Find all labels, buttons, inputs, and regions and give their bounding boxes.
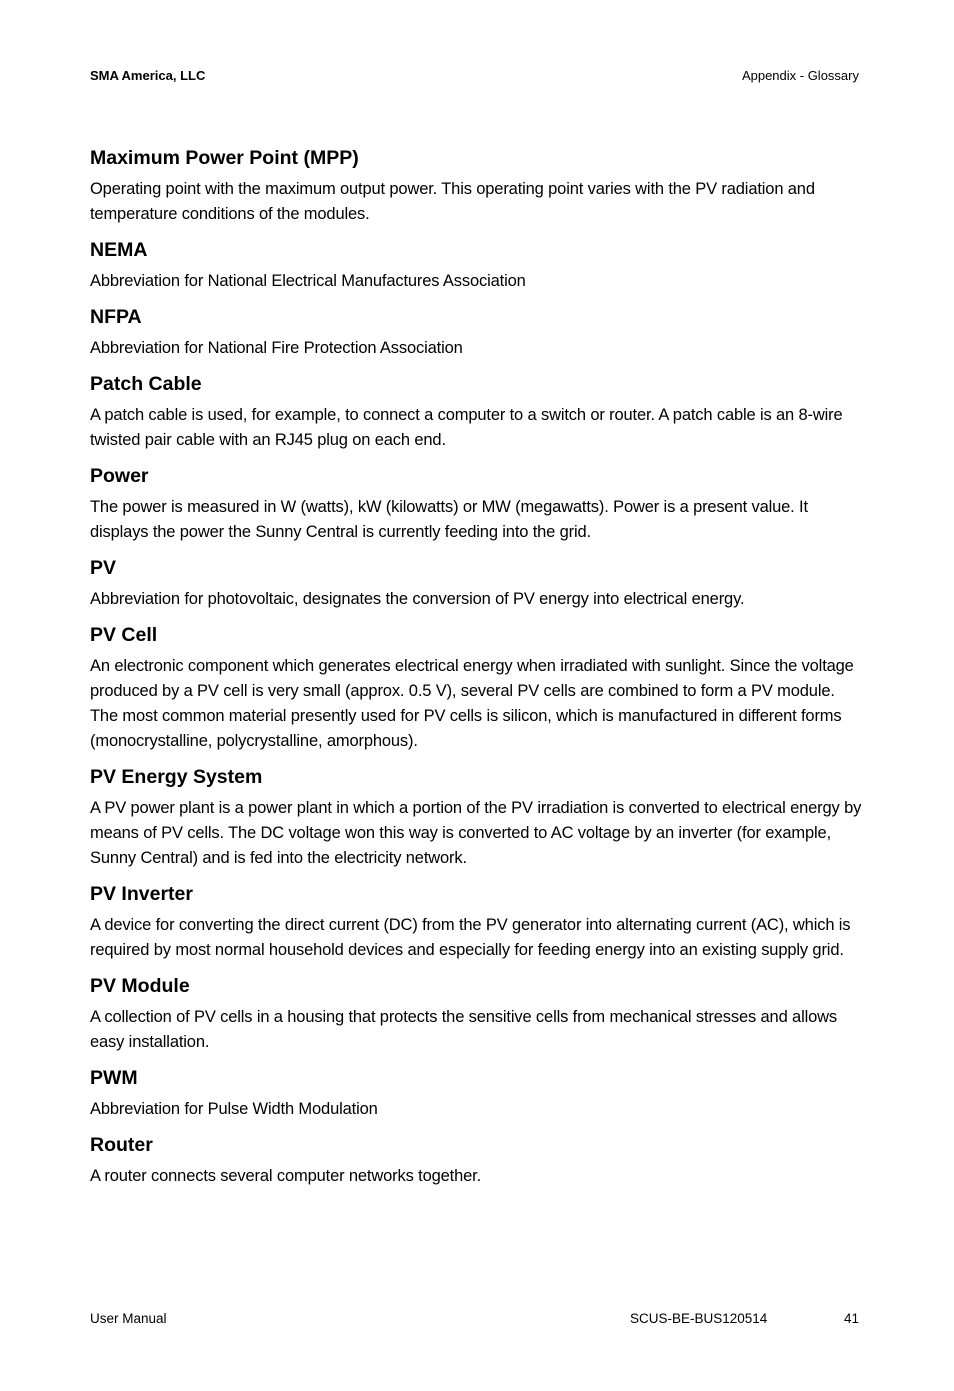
company-name: SMA America, LLC — [90, 68, 206, 83]
glossary-entry — [90, 554, 865, 612]
glossary-entry — [90, 462, 865, 545]
manual-label: User Manual — [90, 1311, 167, 1326]
glossary-entry — [90, 763, 865, 871]
glossary-definition: A patch cable is used, for example, to connect a computer to a switch or router. A patch cable is an 8-wire twisted pair cable with an RJ45 plug on each end. — [90, 406, 843, 449]
glossary-definition: An electronic component which generates electrical energy when irradiated with sunlight. Since the voltage produced by a PV cell is very small (approx. 0.5 V), several PV cells are combined to form a PV module. The most common material presently used for PV cells is silicon, which is manufactured in different forms (monocrystalline, polycrystalline, amorphous). — [90, 657, 854, 750]
glossary-definition: The power is measured in W (watts), kW (kilowatts) or MW (megawatts). Power is a present value. It displays the power the Sunny Central is currently feeding into the grid. — [90, 498, 808, 541]
glossary-definition: A collection of PV cells in a housing that protects the sensitive cells from mechanical stresses and allows easy installation. — [90, 1008, 837, 1051]
document-code: SCUS-BE-BUS120514 — [630, 1311, 768, 1326]
glossary-entry — [90, 303, 865, 361]
glossary-entry — [90, 972, 865, 1055]
glossary-definition: Abbreviation for National Electrical Manufactures Association — [90, 272, 526, 290]
glossary-term: Maximum Power Point (MPP) — [90, 147, 359, 169]
glossary-list — [90, 144, 865, 1198]
glossary-entry — [90, 370, 865, 453]
glossary-definition: Operating point with the maximum output power. This operating point varies with the PV radiation and temperature conditions of the modules. — [90, 180, 815, 223]
page-number: 41 — [843, 1311, 859, 1326]
glossary-entry — [90, 1131, 865, 1189]
glossary-term: Router — [90, 1134, 153, 1156]
glossary-definition: A router connects several computer networks together. — [90, 1167, 482, 1185]
glossary-entry — [90, 1064, 865, 1122]
section-title: Appendix - Glossary — [741, 68, 859, 83]
glossary-definition: A PV power plant is a power plant in which a portion of the PV irradiation is converted to electrical energy by means of PV cells. The DC voltage won this way is converted to AC voltage by an inverter (for example, Sunny Central) and is fed into the electricity network. — [90, 799, 862, 867]
glossary-definition: Abbreviation for Pulse Width Modulation — [90, 1100, 378, 1118]
glossary-entry — [90, 236, 865, 294]
glossary-definition: A device for converting the direct current (DC) from the PV generator into alternating current (AC), which is required by most normal household devices and especially for feeding energy into an existing supply grid. — [90, 916, 851, 959]
glossary-term: PWM — [90, 1067, 138, 1089]
glossary-term: PV Cell — [90, 624, 158, 646]
glossary-term: NEMA — [90, 239, 148, 261]
glossary-term: PV Module — [90, 975, 190, 997]
glossary-entry — [90, 144, 865, 227]
glossary-term: Power — [90, 465, 149, 487]
glossary-term: Patch Cable — [90, 373, 202, 395]
glossary-term: PV — [90, 557, 117, 579]
glossary-term: NFPA — [90, 306, 142, 328]
glossary-definition: Abbreviation for photovoltaic, designates the conversion of PV energy into electrical energy. — [90, 590, 745, 608]
glossary-entry — [90, 621, 865, 754]
glossary-definition: Abbreviation for National Fire Protection Association — [90, 339, 463, 357]
glossary-term: PV Energy System — [90, 766, 263, 788]
glossary-term: PV Inverter — [90, 883, 193, 905]
glossary-entry — [90, 880, 865, 963]
